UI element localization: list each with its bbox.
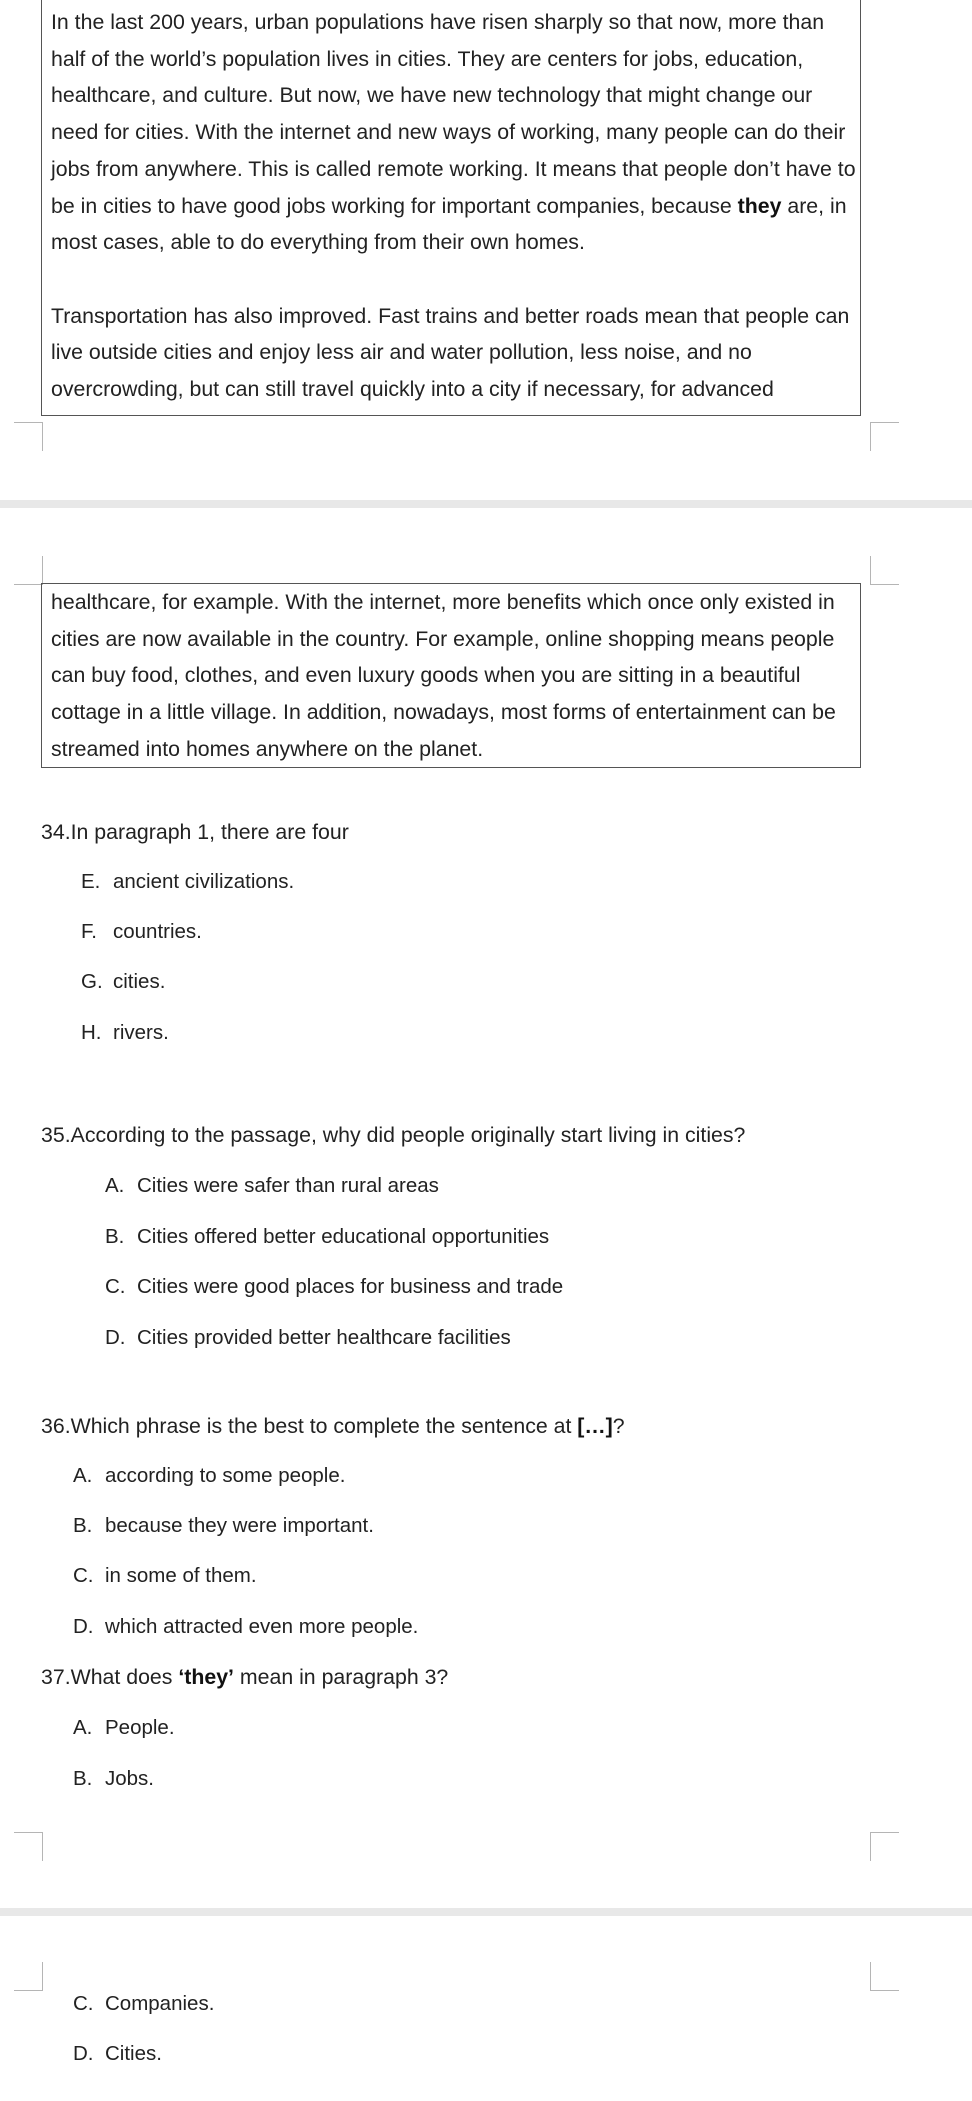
answer-option[interactable] [81, 1018, 169, 1048]
question-text: Which phrase is the best to complete the sentence at [70, 1414, 578, 1438]
question-35 [41, 1120, 745, 1150]
question-number: 37. [41, 1665, 71, 1689]
option-letter: A. [73, 1716, 93, 1739]
option-text: which attracted even more people. [105, 1615, 419, 1638]
question-text-end: ? [612, 1414, 625, 1438]
passage-paragraph [51, 4, 860, 261]
passage-box-top [41, 0, 861, 416]
option-text: according to some people. [105, 1464, 346, 1487]
answer-option[interactable] [81, 867, 294, 897]
option-text: in some of them. [105, 1564, 257, 1587]
question-text-end: mean in paragraph 3? [233, 1665, 449, 1689]
option-text: Companies. [105, 1992, 215, 2015]
passage-paragraph: Transportation has also improved. Fast trains and better roads mean that people can live outside cities and enjoy less air and water pollution, less noise, and no overcrowding, but can still travel quickly into a city if necessary, for advanced [51, 303, 850, 402]
question-37 [41, 1662, 448, 1692]
answer-option[interactable] [73, 1461, 345, 1491]
question-number: 35. [41, 1123, 71, 1147]
option-letter: D. [73, 2042, 94, 2065]
answer-option[interactable] [105, 1171, 439, 1201]
page-corner-mark [14, 422, 43, 451]
paragraph-text-end: are, in most cases, able to do everything from their own homes. [51, 193, 847, 255]
bold-word-they: they [737, 193, 782, 218]
option-letter: C. [73, 1992, 94, 2015]
option-letter: B. [73, 1514, 93, 1537]
question-number: 34. [41, 820, 71, 844]
answer-option[interactable] [73, 1612, 418, 1642]
option-text: Cities offered better educational opportunities [137, 1225, 550, 1248]
option-letter: C. [73, 1564, 94, 1587]
option-letter: B. [73, 1767, 93, 1790]
answer-option[interactable] [73, 1561, 257, 1591]
question-text: In paragraph 1, there are four [70, 820, 349, 844]
option-text: rivers. [113, 1021, 169, 1044]
page-corner-mark [870, 556, 899, 585]
option-text: Cities provided better healthcare facilities [137, 1326, 511, 1349]
passage-box-continued [41, 583, 861, 768]
page-corner-mark [14, 556, 43, 585]
passage-paragraph: healthcare, for example. With the internet, more benefits which once only existed in cities are now available in the country. For example, online shopping means people can buy food, clothes, and even luxury goods when you are sitting in a beautiful cottage in a little village. In addition, nowadays, most forms of entertainment can be streamed into homes anywhere on the planet. [51, 590, 836, 761]
option-text: Jobs. [105, 1767, 154, 1790]
option-text: People. [105, 1716, 175, 1739]
answer-option[interactable] [73, 2039, 162, 2069]
page-separator [0, 1908, 972, 1916]
option-letter: E. [81, 870, 101, 893]
option-letter: D. [105, 1326, 126, 1349]
question-number: 36. [41, 1414, 71, 1438]
option-text: countries. [113, 920, 202, 943]
option-text: cities. [113, 970, 166, 993]
page-corner-mark [870, 1832, 899, 1861]
question-text: According to the passage, why did people originally start living in cities? [70, 1123, 746, 1147]
option-text: because they were important. [105, 1514, 374, 1537]
option-text: ancient civilizations. [113, 870, 295, 893]
answer-option[interactable] [81, 917, 202, 947]
option-letter: D. [73, 1615, 94, 1638]
option-letter: G. [81, 970, 103, 993]
page-separator [0, 500, 972, 508]
option-text: Cities. [105, 2042, 162, 2065]
option-letter: H. [81, 1021, 102, 1044]
answer-option[interactable] [105, 1323, 511, 1353]
page-corner-mark [870, 422, 899, 451]
answer-option[interactable] [73, 1989, 214, 2019]
page-corner-mark [14, 1962, 43, 1991]
paragraph-text: In the last 200 years, urban populations have risen sharply so that now, more than half of the world’s population lives in cities. They are centers for jobs, education, healthcare, and culture. But now, we have new technology that might change our need for cities. With the internet and new ways of working, many people can do their jobs from anywhere. This is called remote working. It means that people don’t have to be in cities to have good jobs working for important companies, because [51, 10, 856, 218]
answer-option[interactable] [73, 1713, 175, 1743]
question-text: What does [70, 1665, 179, 1689]
question-text-bold: ‘they’ [178, 1665, 234, 1689]
option-letter: C. [105, 1275, 126, 1298]
option-letter: F. [81, 920, 97, 943]
question-36 [41, 1411, 625, 1441]
answer-option[interactable] [81, 967, 165, 997]
answer-option[interactable] [105, 1222, 549, 1252]
option-text: Cities were safer than rural areas [137, 1174, 439, 1197]
page-corner-mark [14, 1832, 43, 1861]
page-corner-mark [870, 1962, 899, 1991]
option-text: Cities were good places for business and trade [137, 1275, 564, 1298]
answer-option[interactable] [73, 1764, 154, 1794]
option-letter: A. [73, 1464, 93, 1487]
option-letter: A. [105, 1174, 125, 1197]
answer-option[interactable] [73, 1511, 374, 1541]
answer-option[interactable] [105, 1272, 563, 1302]
question-text-bold: […] [577, 1414, 613, 1438]
question-34 [41, 817, 349, 847]
option-letter: B. [105, 1225, 125, 1248]
